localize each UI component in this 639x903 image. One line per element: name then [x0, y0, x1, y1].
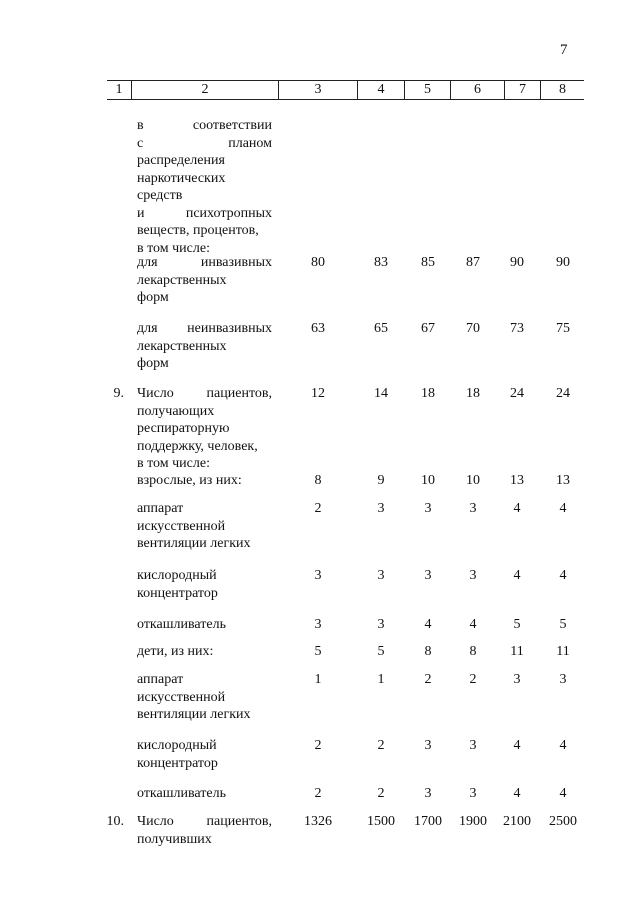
value-cell-col-5: 8	[424, 644, 432, 659]
value-cell-col-8: 3	[559, 672, 567, 687]
description-line: форм	[137, 356, 169, 371]
row-description	[137, 320, 272, 373]
description-line: веществ, процентов,	[137, 223, 259, 238]
value-cell-col-4: 2	[377, 786, 385, 801]
value-cell-col-5: 18	[421, 386, 435, 401]
header-col-3: 3	[278, 81, 357, 99]
value-cell-col-3: 3	[314, 568, 322, 583]
value-cell-col-3: 1	[314, 672, 322, 687]
value-cell-col-4: 2	[377, 738, 385, 753]
value-cell-col-3: 2	[314, 786, 322, 801]
value-cell-col-7: 13	[510, 473, 524, 488]
value-cell-col-8: 11	[556, 644, 570, 659]
value-cell-col-6: 87	[466, 255, 480, 270]
value-cell-col-6: 4	[469, 617, 477, 632]
description-line: с планом	[137, 135, 272, 151]
value-cell-col-6: 8	[469, 644, 477, 659]
table-header	[107, 80, 584, 100]
description-line: кислородный	[137, 568, 217, 583]
description-line: искусственной	[137, 518, 226, 534]
value-cell-col-3: 63	[311, 321, 325, 336]
value-cell-col-5: 4	[424, 617, 432, 632]
value-cell-col-3: 80	[311, 255, 325, 270]
value-cell-col-8: 13	[556, 473, 570, 488]
value-cell-col-8: 4	[559, 786, 567, 801]
value-cell-col-7: 5	[513, 617, 521, 632]
page-number: 7	[560, 42, 568, 58]
value-cell-col-3: 8	[314, 473, 322, 488]
description-line: в том числе:	[137, 456, 210, 471]
value-cell-col-6: 18	[466, 386, 480, 401]
value-cell-col-6: 3	[469, 738, 477, 753]
value-cell-col-4: 1500	[367, 814, 395, 829]
value-cell-col-7: 2100	[503, 814, 531, 829]
value-cell-col-6: 3	[469, 786, 477, 801]
value-cell-col-8: 75	[556, 321, 570, 336]
description-line: поддержку, человек,	[137, 438, 258, 454]
value-cell-col-3: 2	[314, 738, 322, 753]
header-col-2: 2	[131, 81, 278, 99]
value-cell-col-5: 2	[424, 672, 432, 687]
value-cell-col-4: 65	[374, 321, 388, 336]
value-cell-col-7: 4	[513, 501, 521, 516]
row-description	[137, 117, 272, 257]
description-line: получивших	[137, 831, 212, 847]
value-cell-col-7: 4	[513, 786, 521, 801]
description-line: кислородный	[137, 738, 217, 753]
row-description	[137, 643, 272, 661]
description-line: в соответствии	[137, 118, 272, 133]
description-line: Число пациентов,	[137, 386, 272, 401]
value-cell-col-5: 1700	[414, 814, 442, 829]
description-line: средств	[137, 188, 183, 203]
value-cell-col-8: 4	[559, 568, 567, 583]
row-description	[137, 813, 272, 848]
description-line: в том числе:	[137, 240, 210, 256]
description-line: вентиляции легких	[137, 707, 251, 722]
row-description	[137, 254, 272, 307]
value-cell-col-6: 1900	[459, 814, 487, 829]
description-line: дети, из них:	[137, 644, 214, 659]
value-cell-col-3: 3	[314, 617, 322, 632]
value-cell-col-5: 3	[424, 786, 432, 801]
value-cell-col-4: 14	[374, 386, 388, 401]
description-line: лекарственных	[137, 338, 227, 354]
value-cell-col-4: 1	[377, 672, 385, 687]
header-col-1: 1	[115, 82, 123, 97]
value-cell-col-4: 3	[377, 501, 385, 516]
value-cell-col-3: 1326	[304, 814, 332, 829]
description-line: концентратор	[137, 755, 218, 771]
value-cell-col-8: 24	[556, 386, 570, 401]
value-cell-col-8: 2500	[549, 814, 577, 829]
value-cell-col-6: 70	[466, 321, 480, 336]
row-description	[137, 785, 272, 803]
row-number: 9.	[113, 386, 124, 401]
value-cell-col-3: 12	[311, 386, 325, 401]
value-cell-col-5: 3	[424, 501, 432, 516]
description-line: респираторную	[137, 421, 230, 436]
row-description	[137, 385, 272, 473]
value-cell-col-7: 90	[510, 255, 524, 270]
value-cell-col-4: 3	[377, 617, 385, 632]
header-col-7: 7	[504, 81, 540, 99]
value-cell-col-8: 4	[559, 501, 567, 516]
value-cell-col-6: 3	[469, 568, 477, 583]
row-description	[137, 671, 272, 724]
value-cell-col-5: 85	[421, 255, 435, 270]
value-cell-col-7: 24	[510, 386, 524, 401]
description-line: взрослые, из них:	[137, 473, 242, 488]
value-cell-col-6: 3	[469, 501, 477, 516]
value-cell-col-7: 3	[513, 672, 521, 687]
header-col-5: 5	[404, 81, 450, 99]
value-cell-col-4: 83	[374, 255, 388, 270]
description-line: форм	[137, 290, 169, 305]
value-cell-col-8: 4	[559, 738, 567, 753]
value-cell-col-7: 4	[513, 738, 521, 753]
value-cell-col-5: 67	[421, 321, 435, 336]
header-col-8: 8	[540, 81, 584, 99]
description-line: аппарат	[137, 672, 184, 687]
description-line: распределения	[137, 153, 225, 168]
value-cell-col-5: 3	[424, 738, 432, 753]
value-cell-col-7: 4	[513, 568, 521, 583]
description-line: получающих	[137, 403, 215, 419]
description-line: вентиляции легких	[137, 536, 251, 551]
value-cell-col-8: 90	[556, 255, 570, 270]
description-line: и психотропных	[137, 205, 272, 221]
row-description	[137, 472, 272, 490]
value-cell-col-6: 10	[466, 473, 480, 488]
header-col-6: 6	[450, 81, 504, 99]
value-cell-col-4: 5	[377, 644, 385, 659]
description-line: для инвазивных	[137, 255, 272, 270]
row-description	[137, 567, 272, 602]
value-cell-col-4: 9	[377, 473, 385, 488]
description-line: откашливатель	[137, 617, 226, 632]
description-line: наркотических	[137, 170, 226, 186]
description-line: лекарственных	[137, 272, 227, 288]
value-cell-col-3: 2	[314, 501, 322, 516]
description-line: концентратор	[137, 585, 218, 601]
description-line: аппарат	[137, 501, 184, 516]
value-cell-col-5: 10	[421, 473, 435, 488]
description-line: Число пациентов,	[137, 814, 272, 829]
row-number: 10.	[106, 814, 124, 829]
description-line: искусственной	[137, 689, 226, 705]
description-line: для неинвазивных	[137, 321, 272, 336]
value-cell-col-3: 5	[314, 644, 322, 659]
row-description	[137, 616, 272, 634]
value-cell-col-7: 73	[510, 321, 524, 336]
description-line: откашливатель	[137, 786, 226, 801]
value-cell-col-5: 3	[424, 568, 432, 583]
row-description	[137, 737, 272, 772]
row-description	[137, 500, 272, 553]
value-cell-col-7: 11	[510, 644, 524, 659]
header-col-4: 4	[357, 81, 404, 99]
value-cell-col-6: 2	[469, 672, 477, 687]
value-cell-col-4: 3	[377, 568, 385, 583]
value-cell-col-8: 5	[559, 617, 567, 632]
